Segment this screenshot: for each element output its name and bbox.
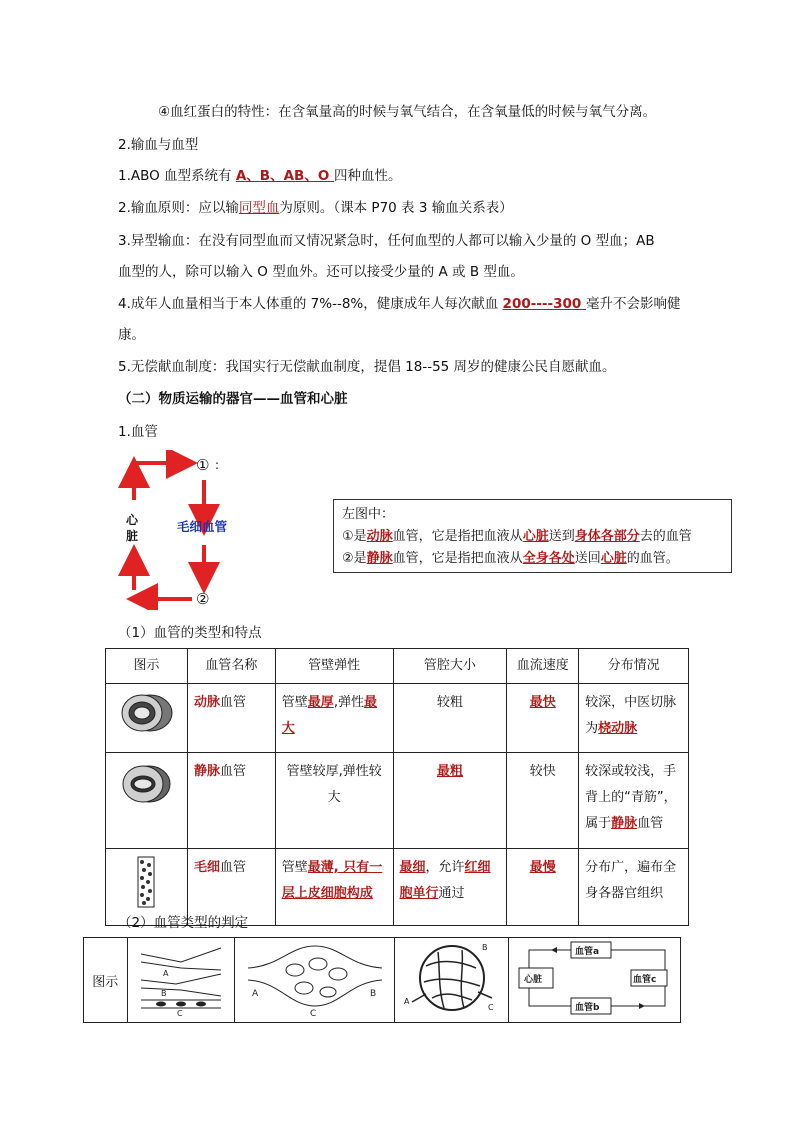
vein-image-cell	[106, 753, 188, 849]
capillary-wall-b: 最薄, 只有一层上皮细胞构成	[281, 860, 383, 901]
abo-types: A、B、AB、O	[235, 168, 335, 184]
box-row-artery	[342, 526, 723, 548]
section-title-transfusion: 2.输血与血型	[118, 137, 199, 153]
box-r2a: ②是	[342, 551, 367, 566]
subsection-vessels: 1.血管	[118, 424, 158, 440]
heterotypic-line-2: 血型的人，除可以输入 O 型血外。还可以接受少量的 A 或 B 型血。	[118, 264, 524, 280]
donation-amount: 200----300	[502, 296, 587, 312]
capillary-wall-a: 管壁	[281, 860, 308, 875]
capillary-lumen	[393, 849, 507, 926]
fig4-vessel-a: 血管a	[574, 947, 599, 957]
header-distribution: 分布情况	[579, 649, 689, 684]
box-r2f: 心脏	[600, 551, 627, 566]
capillary-lumen-c: 红细胞单行	[399, 860, 491, 901]
vein-name	[187, 753, 275, 849]
box-r2g: 的血管。	[626, 551, 679, 566]
artery-image-cell	[106, 684, 188, 753]
blood-volume-line	[118, 295, 681, 313]
box-r1c: 血管，它是指把血液从	[392, 529, 523, 544]
artery-wall-b: 最厚	[307, 695, 334, 710]
blood-volume-text: 4.成年人血量相当于本人体重的 7%--8%，健康成年人每次献血	[118, 296, 503, 312]
header-speed: 血流速度	[507, 649, 579, 684]
fig4-vessel-c: 血管c	[632, 975, 656, 985]
judgement-figure-3	[395, 938, 509, 1023]
artery-name-red: 动脉	[193, 695, 220, 710]
vein-wall: 管壁较厚,弹性较大	[275, 753, 393, 849]
fig1-label-a: A	[163, 969, 169, 978]
vein-name-red: 静脉	[193, 764, 220, 779]
vein-cross-section-icon	[116, 759, 176, 809]
fig4-heart: 心脏	[523, 975, 542, 985]
diagram-label-2: ②	[196, 590, 210, 608]
capillary-lumen-a: 最细	[399, 860, 426, 875]
artery-cross-section-icon	[116, 690, 176, 736]
artery-wall-c: ,弹性	[333, 695, 364, 710]
header-wall: 管壁弹性	[275, 649, 393, 684]
table-row	[106, 684, 689, 753]
capillary-name-red: 毛细	[193, 860, 220, 875]
header-name: 血管名称	[187, 649, 275, 684]
hemoglobin-line: ④血红蛋白的特性：在含氧量高的时候与氧气结合，在含氧量低的时候与氧气分离。	[158, 104, 657, 120]
heart-vessel-loop-figure	[515, 940, 675, 1016]
vein-dist-a: 较深或较浅，手背上的“青筋”，属于	[585, 764, 677, 831]
vein-name-rest: 血管	[219, 764, 246, 779]
diagram-heart-label: 心 脏	[126, 513, 139, 543]
capillary-speed	[507, 849, 579, 926]
box-r2e: 送回	[574, 551, 601, 566]
judgement-figure-1	[127, 938, 235, 1023]
capillary-network-figure	[240, 940, 390, 1016]
artery-name	[187, 684, 275, 753]
box-r1g: 去的血管	[639, 529, 692, 544]
principle-line	[118, 199, 513, 217]
box-r2b: 静脉	[366, 551, 393, 566]
artery-dist-a: 较深，中医切脉为	[585, 695, 677, 736]
fig2-label-b: B	[369, 989, 377, 999]
box-r2d: 全身各处	[522, 551, 575, 566]
principle-suffix: 为原则。（课本 P70 表 3 输血关系表）	[279, 200, 513, 216]
table-row	[84, 938, 681, 1023]
table-header-row	[106, 649, 689, 684]
alveolus-network-figure	[402, 938, 502, 1018]
vein-lumen	[393, 753, 507, 849]
vessel-types-table	[105, 648, 689, 926]
box-row-vein	[342, 548, 723, 570]
artery-speed	[507, 684, 579, 753]
explanation-box	[333, 499, 732, 573]
vein-dist-c: 血管	[637, 816, 664, 831]
box-r1d: 心脏	[522, 529, 549, 544]
artery-lumen: 较粗	[393, 684, 507, 753]
fig1-label-c: C	[177, 1009, 183, 1016]
box-r1b: 动脉	[366, 529, 393, 544]
fig3-label-b: B	[481, 943, 488, 952]
artery-speed-value: 最快	[529, 695, 556, 710]
diagram-colon: :	[215, 458, 220, 472]
table-row	[106, 753, 689, 849]
fig2-label-a: A	[251, 989, 259, 999]
diagram-capillary-label: 毛细血管	[177, 519, 228, 534]
header-lumen: 管腔大小	[393, 649, 507, 684]
branching-vessel-figure	[131, 940, 231, 1016]
subsection-vessel-types: （1）血管的类型和特点	[118, 625, 262, 641]
section-title-organs: （二）物质运输的器官——血管和心脏	[118, 391, 348, 407]
capillary-wall	[275, 849, 393, 926]
artery-distribution	[579, 684, 689, 753]
vein-lumen-value: 最粗	[436, 764, 463, 779]
capillary-distribution: 分布广，遍布全身各器官组织	[579, 849, 689, 926]
header-figure: 图示	[106, 649, 188, 684]
artery-wall-d: 最大	[281, 695, 377, 736]
vein-distribution	[579, 753, 689, 849]
blood-volume-line-2: 康。	[118, 327, 145, 343]
artery-dist-b: 桡动脉	[598, 721, 638, 736]
box-title: 左图中：	[342, 507, 395, 522]
fig4-vessel-b: 血管b	[574, 1003, 600, 1013]
vessel-judgement-table	[83, 937, 681, 1023]
capillary-tube-icon	[136, 855, 156, 909]
judgement-figure-4	[509, 938, 681, 1023]
artery-name-rest: 血管	[219, 695, 246, 710]
vein-speed: 较快	[507, 753, 579, 849]
diagram-label-1: ①	[196, 456, 210, 474]
box-r1e: 送到	[548, 529, 575, 544]
artery-wall	[275, 684, 393, 753]
fig3-label-a: A	[403, 997, 410, 1006]
principle-text: 2.输血原则：应以输	[118, 200, 239, 216]
judgement-figure-2	[235, 938, 395, 1023]
fig1-label-b: B	[161, 989, 167, 998]
subsection-vessel-judgement: （2）血管类型的判定	[118, 915, 249, 931]
capillary-lumen-b: ，允许	[425, 860, 465, 875]
vein-dist-b: 静脉	[611, 816, 638, 831]
capillary-name-rest: 血管	[219, 860, 246, 875]
abo-suffix: 四种血性。	[334, 168, 402, 184]
box-r1f: 身体各部分	[574, 529, 640, 544]
blood-volume-suffix: 毫升不会影响健	[586, 296, 681, 312]
abo-line	[118, 167, 402, 185]
fig2-label-c: C	[309, 1009, 317, 1016]
fig3-label-c: C	[487, 1003, 494, 1012]
capillary-speed-value: 最慢	[529, 860, 556, 875]
capillary-lumen-d: 通过	[438, 886, 465, 901]
donation-line: 5.无偿献血制度：我国实行无偿献血制度，提倡 18--55 周岁的健康公民自愿献血。	[118, 359, 616, 375]
heterotypic-line-1: 3.异型输血：在没有同型血而又情况紧急时，任何血型的人都可以输入少量的 O 型血；AB	[118, 233, 655, 249]
artery-wall-a: 管壁	[281, 695, 308, 710]
abo-text: 1.ABO 血型系统有	[118, 168, 236, 184]
judgement-label: 图示	[84, 938, 128, 1023]
principle-highlight: 同型血	[238, 200, 280, 216]
box-r2c: 血管，它是指把血液从	[392, 551, 523, 566]
box-r1a: ①是	[342, 529, 367, 544]
